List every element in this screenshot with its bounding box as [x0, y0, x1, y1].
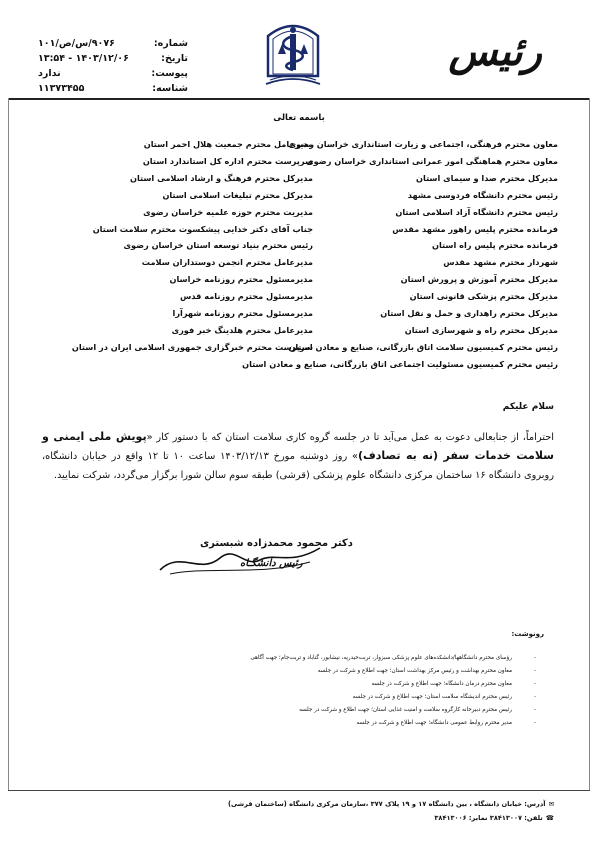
cc-item-text: معاون محترم درمان دانشگاه؛ جهت اطلاع و شرکت در جلسه [371, 680, 512, 687]
letter-meta [38, 36, 188, 96]
meta-value: ۱۱۳۷۳۴۵۵ [38, 83, 85, 94]
phone-icon: ☎ [545, 814, 554, 822]
meta-label: پیوست: [151, 68, 188, 79]
recipient-item: مدیرمسئول محترم روزنامه خراسان [169, 274, 313, 285]
footer-address [228, 797, 554, 825]
cc-item-text: رئیس محترم اندیشگاه سلامت استان؛ جهت اطلاع و شرکت در جلسه [352, 693, 512, 700]
recipient-item: مدیرمسئول محترم روزنامه شهرآرا [172, 308, 313, 319]
recipient-item: رئیس محترم دانشگاه آزاد اسلامی استان [395, 206, 558, 217]
meta-id-row [38, 81, 188, 96]
recipient-item: مدیرکل محترم پزشکی قانونی استان [409, 291, 558, 302]
meta-value: ندارد [38, 68, 61, 79]
recipient-item: معاون محترم هماهنگی امور عمرانی استانداری خراسان رضوی [306, 155, 558, 166]
meta-label: تاریخ: [161, 53, 188, 64]
letter-heading-title: رئیس [448, 28, 542, 75]
recipient-item: مدیرعامل محترم هلدینگ خبر فوری [171, 324, 313, 335]
recipient-item: رئیس محترم دانشگاه فردوسی مشهد [407, 189, 558, 200]
meta-label: شناسه: [152, 83, 188, 94]
recipient-item: مدیرمسئول محترم روزنامه قدس [180, 291, 313, 302]
recipient-item: مدیرکل محترم آموزش و پرورش استان [400, 274, 558, 285]
footer-divider [8, 790, 590, 791]
recipient-item: رئیس محترم بنیاد توسعه استان خراسان رضوی [123, 240, 313, 251]
recipient-item: فرمانده محترم پلیس راه استان [432, 240, 558, 251]
university-logo-icon [260, 14, 326, 88]
recipient-item: معاون محترم فرهنگی، اجتماعی و زیارت استانداری خراسان رضوی [288, 139, 558, 149]
address-text: آدرس: خیابان دانشگاه ، بین دانشگاه ۱۷ و ۱۹ پلاک ۳۷۷ ،سازمان مرکزی دانشگاه (ساختمان قرشی) [227, 800, 546, 808]
address-line [228, 797, 554, 811]
recipient-item: جناب آقای دکتر خدایی پیشکسوت محترم سلامت استان [92, 223, 313, 234]
body-text-part: احتراماً، از جنابعالی دعوت به عمل می‌آید تا در جلسه گروه کاری سلامت استان که با دستور کار « [146, 432, 554, 443]
meta-value: ۱۴۰۳/۱۲/۰۶ - ۱۳:۵۴ [38, 53, 129, 64]
cc-list [250, 652, 536, 729]
cc-item: - معاون محترم بهداشت و رئیس مرکز بهداشت استان؛ جهت اطلاع و شرکت در جلسه [317, 667, 536, 674]
cc-item: - رئیس محترم دبیرخانه کارگروه سلامت و امنیت غذایی استان؛ جهت اطلاع و شرکت در جلسه [299, 706, 536, 713]
mail-icon: ✉ [548, 800, 554, 808]
recipient-item: مدیرکل محترم راه و شهرسازی استان [404, 324, 558, 335]
recipient-item: مدیرکل محترم فرهنگ و ارشاد اسلامی استان [129, 172, 313, 183]
recipient-item: رئیس محترم کمیسیون سلامت اتاق بازرگانی، صنایع و معادن استان [288, 341, 558, 352]
cc-item: - رئیس محترم اندیشگاه سلامت استان؛ جهت اطلاع و شرکت در جلسه [352, 693, 536, 700]
cc-item-text: مدیر محترم روابط عمومی دانشگاه؛ جهت اطلاع و شرکت در جلسه [356, 719, 512, 726]
meta-label: شماره: [153, 38, 188, 49]
recipient-item: شهردار محترم مشهد مقدس [443, 257, 558, 268]
recipient-item: سرپرست محترم خبرگزاری جمهوری اسلامی ایران در استان [71, 341, 313, 352]
phone-text: تلفن: ۳۸۴۱۳۰۰۷ نمابر: ۳۸۴۱۳۰۰۶ [434, 814, 543, 822]
recipients-left-column [72, 136, 313, 356]
meta-attachment-row [38, 66, 188, 81]
body-text-part: » روز دوشنبه مورخ ۱۴۰۳/۱۲/۱۳ ساعت ۱۰ تا ۱۲ واقع در خیابان دانشگاه، روبروی دانشگاه ۱۶ ساختمان مرکزی دانشگاه علوم پزشکی (قرشی) طبقه سوم سالن شورا برگزار می‌گردد، شرکت نمایید. [42, 451, 554, 481]
letter-body [42, 428, 554, 485]
recipient-item: مدیرعامل محترم جمعیت هلال احمر استان [143, 139, 313, 149]
cc-item-text: معاون محترم بهداشت و رئیس مرکز بهداشت استان؛ جهت اطلاع و شرکت در جلسه [317, 667, 512, 674]
cc-title: رونوشت: [511, 630, 544, 638]
cc-item: - مدیر محترم روابط عمومی دانشگاه؛ جهت اطلاع و شرکت در جلسه [356, 719, 536, 726]
signatory-title: رئیس دانشگـاه [240, 558, 303, 569]
recipient-item: رئیس محترم کمیسیون مسئولیت اجتماعی اتاق بازرگانی، صنایع و معادن استان [242, 358, 558, 369]
campaign-name: پویش ملی ایمنی و سلامت خدمات سفر (نه به تصادف) [42, 430, 554, 463]
page-border-right [589, 98, 590, 790]
cc-item: - معاون محترم درمان دانشگاه؛ جهت اطلاع و شرکت در جلسه [371, 680, 536, 687]
meta-value: ۹۰۷۶/س/ص/۱۰۱ [38, 38, 115, 49]
recipient-item: مدیرکل محترم صدا و سیمای استان [416, 172, 558, 183]
phone-line [228, 811, 554, 825]
recipient-item: مدیرکل محترم تبلیغات اسلامی استان [162, 189, 313, 200]
recipient-item: مدیریت محترم حوزه علمیه خراسان رضوی [143, 206, 313, 217]
meta-date-row [38, 51, 188, 66]
salutation: سلام علیکم [502, 402, 554, 412]
recipient-item: مدیرعامل محترم انجمن دوستداران سلامت [141, 257, 313, 268]
header-divider [8, 98, 590, 100]
page-border-left [8, 98, 9, 790]
recipient-item: مدیرکل محترم راهداری و حمل و نقل استان [380, 308, 558, 319]
cc-item-text: رئیس محترم دبیرخانه کارگروه سلامت و امنیت غذایی استان؛ جهت اطلاع و شرکت در جلسه [299, 706, 512, 713]
meta-number-row [38, 36, 188, 51]
cc-item: - رؤسای محترم دانشگاهها/دانشکده‌های علوم پزشکی سبزوار، تربت‌حیدریه، نیشابور، گناباد و تربت‌جام؛ جهت آگاهی [250, 655, 536, 661]
recipient-item: فرمانده محترم پلیس راهور مشهد مقدس [392, 223, 558, 234]
signatory-name: دکتر محمود محمدزاده شبستری [200, 538, 353, 549]
basmala: باسمه تعالی [273, 113, 325, 123]
recipient-item: سرپرست محترم اداره کل استاندارد استان [142, 155, 313, 166]
cc-item-text: رؤسای محترم دانشگاهها/دانشکده‌های علوم پزشکی سبزوار، تربت‌حیدریه، نیشابور، گناباد و تربت‌جام؛ جهت آگاهی [250, 655, 512, 661]
